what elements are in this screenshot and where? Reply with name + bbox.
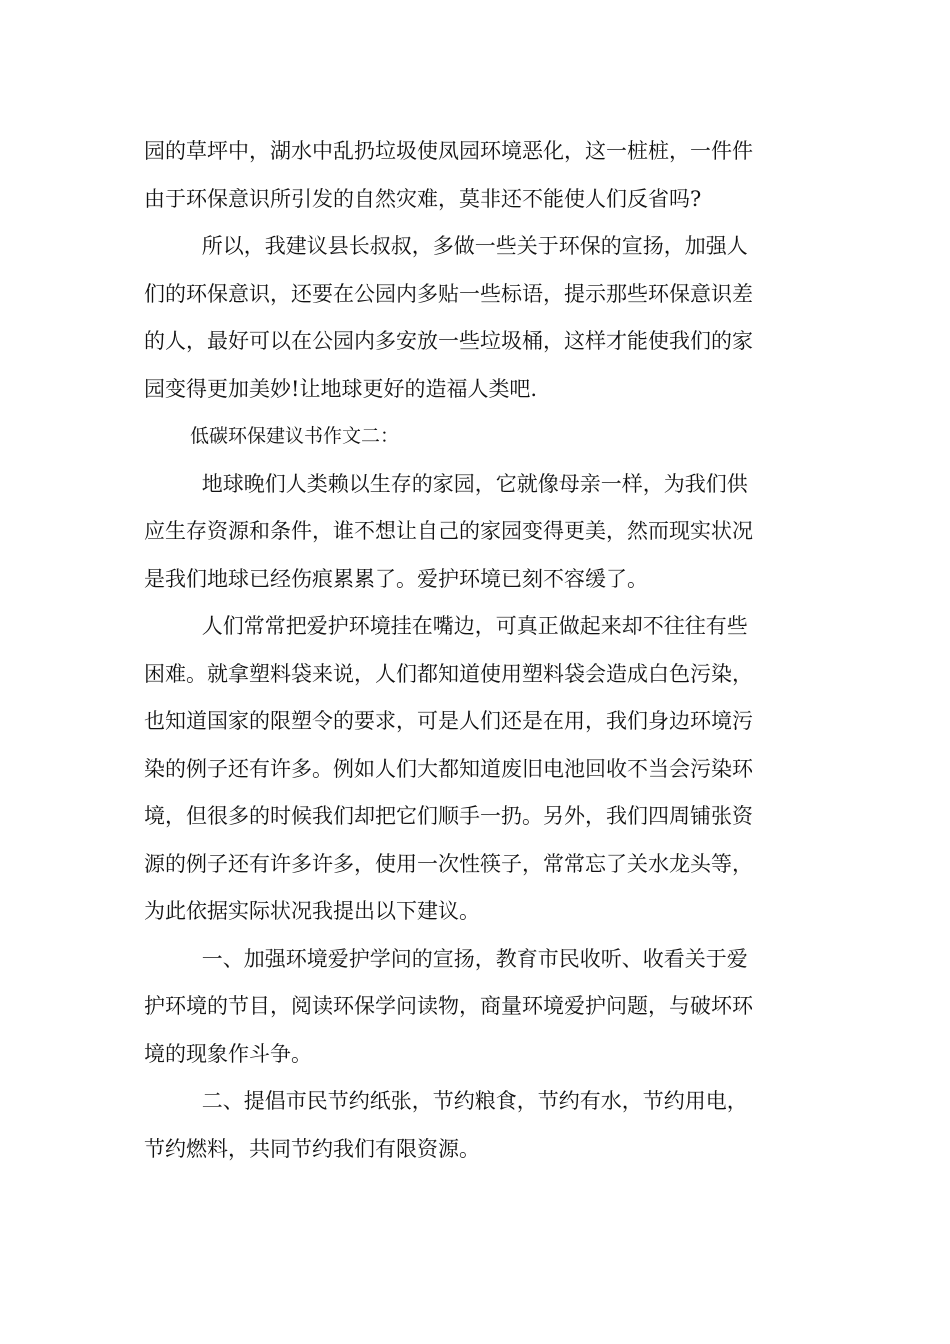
paragraph-3 [144, 461, 810, 604]
paragraph-2 [144, 223, 810, 413]
paragraph-5 [144, 936, 810, 1079]
line: 节约燃料，共同节约我们有限资源。 [144, 1136, 480, 1161]
line: 源的例子还有许多许多，使用一次性筷子，常常忘了关水龙头等， [144, 851, 753, 876]
line: 应生存资源和条件，谁不想让自己的家园变得更美，然而现实状况 [144, 519, 753, 543]
line: 一、加强环境爱护学问的宣扬，教育市民收听、收看关于爱 [201, 946, 748, 971]
line: 园变得更加美妙!让地球更好的造福人类吧. [144, 376, 538, 401]
line: 染的例子还有许多。例如人们大都知道废旧电池回收不当会污染环 [144, 756, 753, 781]
line: 为此依据实际状况我提出以下建议。 [144, 899, 480, 923]
line: 园的草坪中，湖水中乱扔垃圾使凤园环境恶化，这一桩桩，一件件 [144, 139, 753, 163]
line: 也知道国家的限塑令的要求，可是人们还是在用，我们身边环境污 [144, 709, 753, 733]
line: 地球晚们人类赖以生存的家园，它就像母亲一样，为我们供 [201, 471, 748, 496]
line: 境的现象作斗争。 [144, 1041, 312, 1066]
line: 的人，最好可以在公园内多安放一些垃圾桶，这样才能使我们的家 [144, 329, 753, 353]
paragraph-4 [144, 603, 810, 936]
line: 境，但很多的时候我们却把它们顺手一扔。另外，我们四周铺张资 [144, 804, 753, 828]
line: 困难。就拿塑料袋来说，人们都知道使用塑料袋会造成白色污染， [144, 661, 753, 686]
line: 由于环保意识所引发的自然灾难，莫非还不能使人们反省吗? [144, 186, 702, 211]
body-text [144, 128, 810, 1173]
line: 们的环保意识，还要在公园内多贴一些标语，提示那些环保意识差 [144, 281, 753, 306]
paragraph-1 [144, 128, 810, 223]
line: 人们常常把爱护环境挂在嘴边，可真正做起来却不往往有些 [201, 614, 748, 638]
paragraph-6 [144, 1078, 810, 1173]
line: 所以，我建议县长叔叔，多做一些关于环保的宣扬，加强人 [201, 234, 748, 258]
line: 二、提倡市民节约纸张，节约粮食，节约有水，节约用电， [201, 1089, 748, 1113]
section-heading: 低碳环保建议书作文二： [190, 425, 400, 447]
line: 护环境的节目，阅读环保学问读物，商量环境爱护问题，与破坏环 [144, 994, 753, 1018]
line: 是我们地球已经伤痕累累了。爱护环境已刻不容缓了。 [144, 566, 648, 591]
